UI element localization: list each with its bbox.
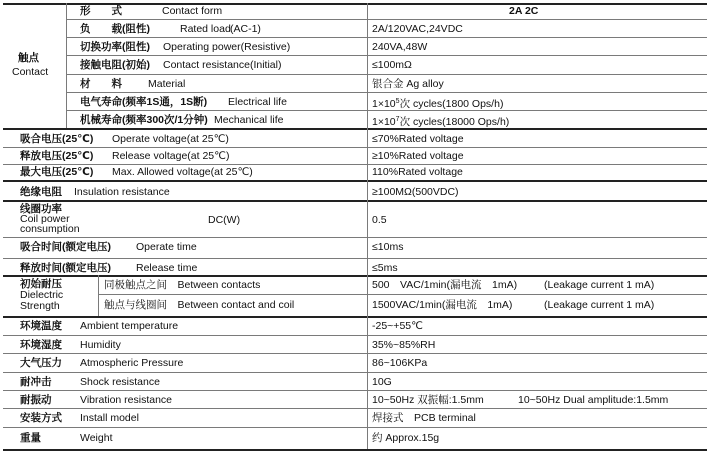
- row-divider: [66, 74, 707, 75]
- max-voltage-cn: 最大电压(25℃): [20, 166, 94, 178]
- dielectric-contact-coil-value: 1500VAC/1min(漏电流 1mA): [372, 299, 513, 311]
- section-divider: [3, 275, 707, 277]
- contact-resistance-cn: 接触电阻(初始): [80, 59, 150, 71]
- row-divider: [3, 372, 707, 373]
- row-divider: [66, 37, 707, 38]
- operate-voltage-cn: 吸合电压(25℃): [20, 133, 94, 145]
- max-voltage-en: Max. Allowed voltage(at 25℃): [112, 166, 253, 178]
- row-divider: [66, 110, 707, 111]
- contact-group-en: Contact: [12, 66, 49, 78]
- rated-load-value: 2A/120VAC,24VDC: [372, 23, 463, 35]
- ambient-temperature-value: -25~+55℃: [372, 320, 423, 332]
- operating-power-cn: 切换功率(阻性): [80, 41, 150, 53]
- dielectric-contact-coil-note: (Leakage current 1 mA): [544, 299, 655, 311]
- ambient-temperature-en: Ambient temperature: [80, 320, 179, 332]
- vibration-resistance-en: Vibration resistance: [80, 394, 173, 406]
- table-bottom-border: [3, 449, 707, 451]
- coil-power-en1: Coil power: [20, 213, 70, 225]
- humidity-value: 35%~85%RH: [372, 339, 436, 351]
- coil-power-cn: 线圈功率: [20, 203, 62, 215]
- insulation-cn: 绝缘电阻: [20, 186, 62, 198]
- install-model-en: Install model: [80, 412, 139, 424]
- row-divider: [3, 408, 707, 409]
- row-divider: [66, 19, 707, 20]
- row-divider: [98, 294, 707, 295]
- insulation-value: ≥100MΩ(500VDC): [372, 186, 459, 198]
- mechanical-life-en: Mechanical life: [214, 114, 284, 126]
- coil-power-value: 0.5: [372, 214, 387, 226]
- mechanical-life-base: 1×10: [372, 116, 396, 128]
- operate-time-cn: 吸合时间(额定电压): [20, 241, 111, 253]
- electrical-life-en: Electrical life: [228, 96, 287, 108]
- weight-value: 约 Approx.15g: [372, 432, 440, 444]
- row-divider: [3, 390, 707, 391]
- material-cn: 材 料: [80, 78, 122, 90]
- section-divider: [3, 128, 707, 130]
- rated-load-en2: (AC-1): [230, 23, 261, 35]
- release-voltage-cn: 释放电压(25℃): [20, 150, 94, 162]
- dielectric-cn: 初始耐压: [20, 278, 62, 290]
- humidity-en: Humidity: [80, 339, 121, 351]
- weight-cn: 重量: [20, 432, 41, 444]
- release-time-value: ≤5ms: [372, 262, 398, 274]
- contact-resistance-value: ≤100mΩ: [372, 59, 412, 71]
- max-voltage-value: 110%Rated voltage: [372, 166, 463, 178]
- install-model-value: 焊接式 PCB terminal: [372, 412, 476, 424]
- weight-en: Weight: [80, 432, 113, 444]
- release-voltage-en: Release voltage(at 25℃): [112, 150, 230, 162]
- shock-resistance-en: Shock resistance: [80, 376, 160, 388]
- coil-power-label: DC(W): [208, 214, 241, 226]
- electrical-life-cn: 电气寿命(频率1S通，1S断): [80, 96, 208, 108]
- rated-load-cn: 负 载(阻性): [80, 23, 150, 35]
- coil-power-en2: consumption: [20, 223, 80, 235]
- dielectric-between-contacts-value: 500 VAC/1min(漏电流 1mA): [372, 279, 518, 291]
- humidity-cn: 环境湿度: [20, 339, 62, 351]
- mechanical-life-cycles: 次 cycles(18000 Ops/h): [399, 116, 510, 128]
- contact-form-en: Contact form: [162, 5, 223, 17]
- operate-voltage-value: ≤70%Rated voltage: [372, 133, 464, 145]
- operate-time-value: ≤10ms: [372, 241, 404, 253]
- dielectric-between-contacts-label: 同极触点之间 Between contacts: [104, 279, 261, 291]
- operate-time-en: Operate time: [136, 241, 197, 253]
- mechanical-life-value: [372, 114, 509, 128]
- vibration-resistance-value-en: 10~50Hz Dual amplitude:1.5mm: [518, 394, 669, 406]
- release-time-en: Release time: [136, 262, 198, 274]
- atmospheric-pressure-en: Atmospheric Pressure: [80, 357, 184, 369]
- dielectric-en1: Dielectric: [20, 289, 64, 301]
- value-column-divider: [367, 3, 368, 449]
- insulation-en: Insulation resistance: [74, 186, 170, 198]
- row-divider: [3, 147, 707, 148]
- release-voltage-value: ≥10%Rated voltage: [372, 150, 464, 162]
- shock-resistance-value: 10G: [372, 376, 392, 388]
- vibration-resistance-cn: 耐振动: [20, 394, 52, 406]
- vibration-resistance-value: 10~50Hz 双振幅:1.5mm: [372, 394, 484, 406]
- electrical-life-exponent: 5: [395, 98, 400, 105]
- operating-power-value: 240VA,48W: [372, 41, 428, 53]
- row-divider: [3, 335, 707, 336]
- rated-load-en: Rated load: [180, 23, 231, 35]
- ambient-temperature-cn: 环境温度: [20, 320, 62, 332]
- dielectric-en2: Strength: [20, 300, 60, 312]
- electrical-life-value: [372, 96, 503, 110]
- row-divider: [3, 237, 707, 238]
- contact-form-cn: 形 式: [80, 5, 122, 17]
- section-divider: [3, 200, 707, 202]
- install-model-cn: 安装方式: [20, 412, 62, 424]
- atmospheric-pressure-value: 86~106KPa: [372, 357, 428, 369]
- contact-group-cn: 触点: [18, 52, 39, 64]
- row-divider: [66, 92, 707, 93]
- operate-voltage-en: Operate voltage(at 25℃): [112, 133, 229, 145]
- row-divider: [66, 55, 707, 56]
- row-divider: [3, 164, 707, 165]
- atmospheric-pressure-cn: 大气压力: [20, 357, 62, 369]
- mechanical-life-exponent: 7: [395, 116, 400, 123]
- dielectric-between-contacts-note: (Leakage current 1 mA): [544, 279, 655, 291]
- row-divider: [3, 427, 707, 428]
- row-divider: [3, 258, 707, 259]
- material-value: 银合金 Ag alloy: [372, 78, 444, 90]
- section-divider: [3, 316, 707, 318]
- electrical-life-cycles: 次 cycles(1800 Ops/h): [399, 98, 504, 110]
- release-time-cn: 释放时间(额定电压): [20, 262, 111, 274]
- dielectric-group-divider: [98, 275, 99, 316]
- operating-power-en: Operating power(Resistive): [163, 41, 291, 53]
- section-divider: [3, 180, 707, 182]
- electrical-life-base: 1×10: [372, 98, 396, 110]
- mechanical-life-cn: 机械寿命(频率300次/1分钟): [80, 114, 208, 126]
- shock-resistance-cn: 耐冲击: [20, 376, 52, 388]
- material-en: Material: [148, 78, 186, 90]
- contact-resistance-en: Contact resistance(Initial): [163, 59, 282, 71]
- row-divider: [3, 353, 707, 354]
- dielectric-contact-coil-label: 触点与线圈间 Between contact and coil: [104, 299, 295, 311]
- contact-group-divider: [66, 3, 67, 128]
- contact-form-value: 2A 2C: [509, 5, 539, 17]
